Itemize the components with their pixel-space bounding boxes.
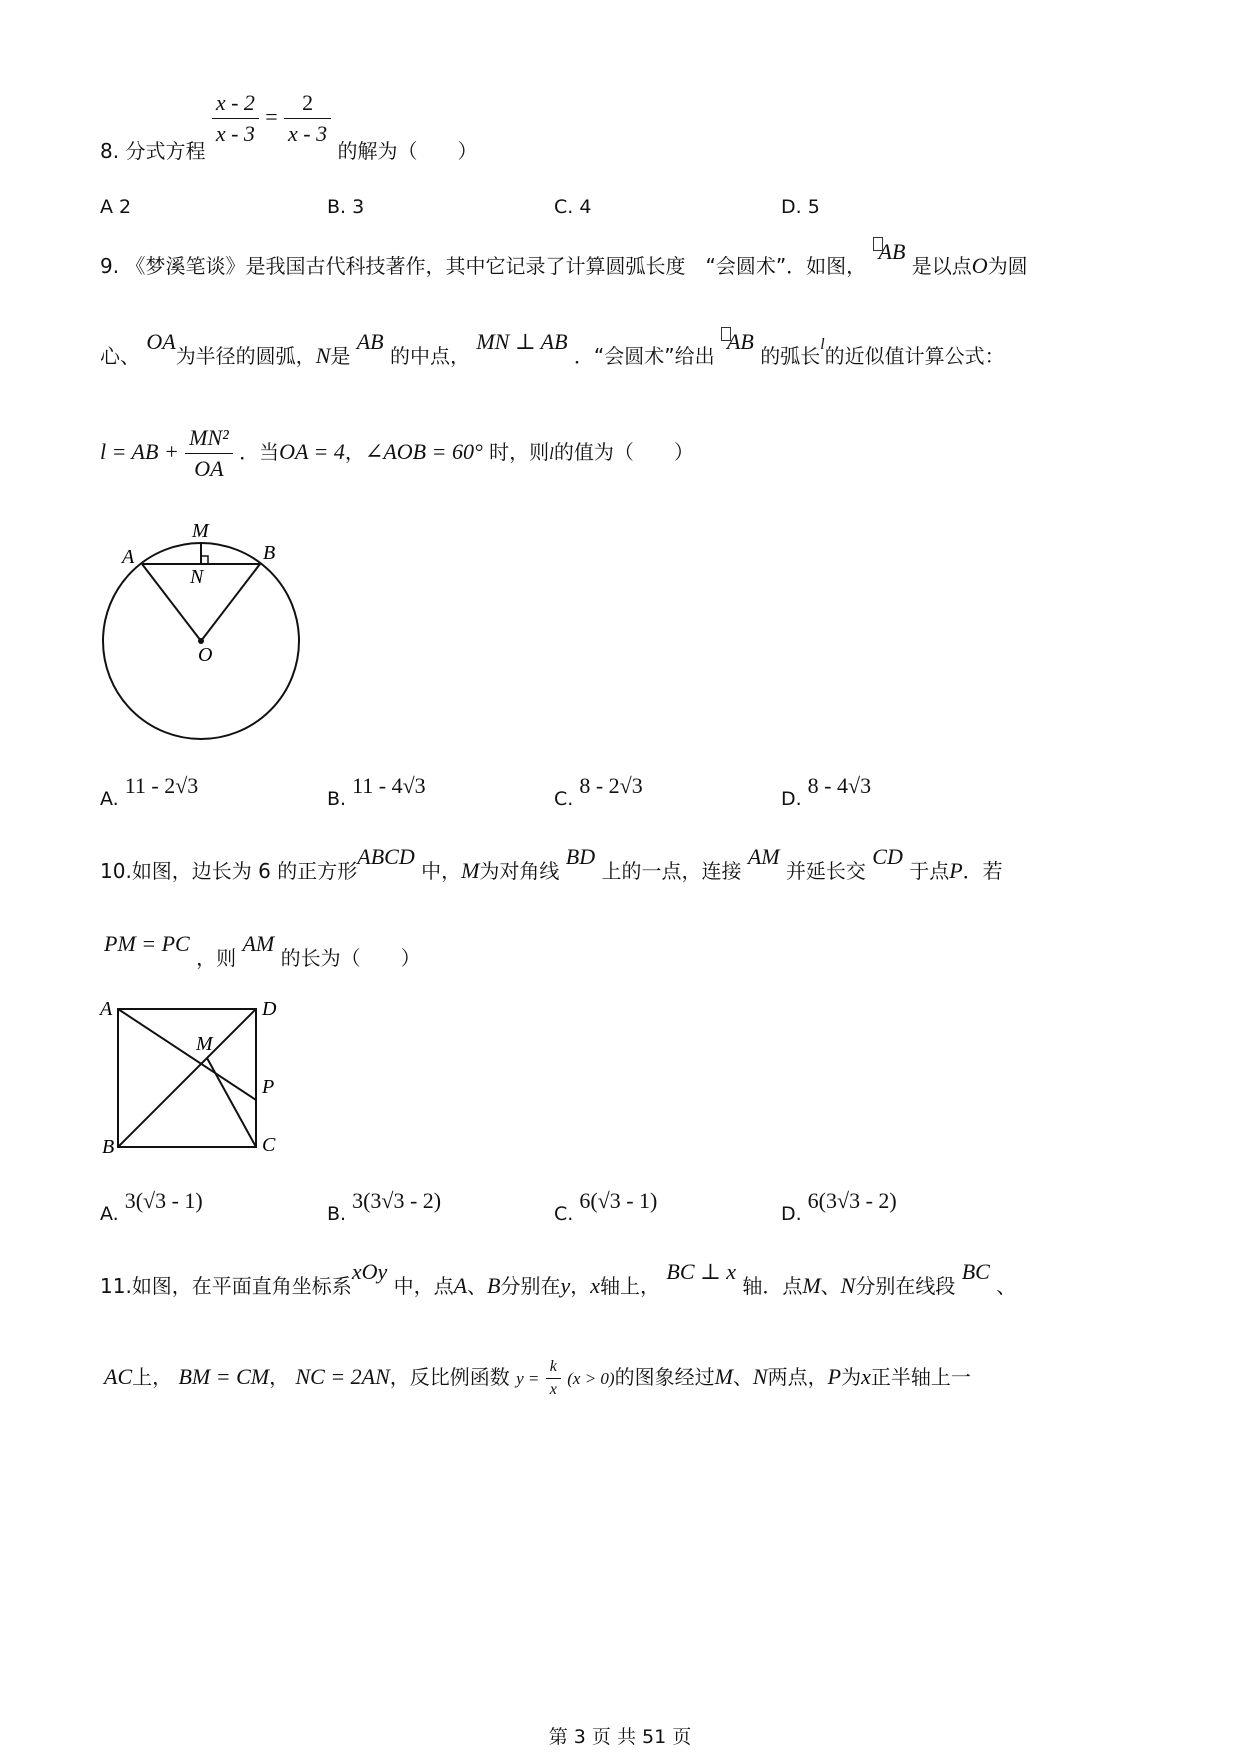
q9-angle: ∠AOB = 60° — [364, 439, 483, 464]
svg-text:M: M — [196, 1033, 213, 1055]
q9-formula-fraction: $\frac{\text{MN²}}{OA}$ — [185, 425, 233, 482]
q10-line1: 10.如图，边长为 6 的正方形ABCD 中，M为对角线 BD 上的一点，连接 AM 并延长交 CD 于点P．若 — [100, 844, 1003, 883]
q10-square-figure — [98, 995, 288, 1165]
svg-text:P: P — [262, 1076, 275, 1098]
q8-tail: 的解为（ ） — [337, 139, 478, 163]
q10-option-b[interactable]: B.3(3√3 - 2) — [327, 1188, 442, 1225]
q8-stem-text: 分式方程 — [125, 139, 206, 163]
svg-text:D: D — [262, 998, 277, 1020]
q11-func-fraction: $\frac{k}{x}$ — [546, 1358, 561, 1399]
q9-formula-line: l = AB + $\frac{\text{MN²}}{OA}$ ．当OA = 4，∠AOB = 60° 时，则l的值为（ ） — [100, 425, 694, 481]
q8-option-b[interactable]: B. 3 — [327, 196, 365, 218]
svg-text:M: M — [192, 520, 209, 542]
q8-rhs-fraction: $\frac{2}{x - 3}$ — [284, 90, 331, 147]
q9-line2: 心、 OA为半径的圆弧，N是 AB 的中点， MN ⊥ AB ．“会圆术”给出 AB 的弧长$^l$的近似值计算公式： — [100, 329, 1005, 368]
q8-lhs-fraction: $\frac{x - 2}{x - 3}$ — [212, 90, 259, 147]
q8-option-a[interactable]: A 2 — [100, 196, 132, 218]
q8-equals: = — [265, 104, 278, 129]
q10-line2: PM = PC ，则 AM 的长为（ ） — [104, 931, 421, 970]
svg-text:A: A — [100, 998, 113, 1020]
svg-text:B: B — [102, 1136, 115, 1158]
q10-pm-pc: PM = PC — [104, 931, 190, 956]
q9-option-d[interactable]: D.8 - 4√3 — [781, 773, 872, 810]
q11-number: 11. — [100, 1274, 132, 1298]
q9-option-a[interactable]: A.11 - 2√3 — [100, 773, 199, 810]
q10-option-a[interactable]: A.3(√3 - 1) — [100, 1188, 203, 1225]
q9-arc-ab: AB — [878, 239, 906, 264]
q9-formula-lhs: l = AB + — [100, 439, 179, 464]
q9-mn-perp-ab: MN ⊥ AB — [476, 329, 568, 354]
q9-number: 9. — [100, 254, 120, 278]
q9-option-c[interactable]: C.8 - 2√3 — [554, 773, 643, 810]
q11-line2: AC上， BM = CM， NC = 2AN，反比例函数 y = $\frac{k}{x}$ (x > 0)的图象经过M、N两点，P为x正半轴上一 — [104, 1358, 971, 1398]
q9-option-b[interactable]: B.11 - 4√3 — [327, 773, 426, 810]
q10-number: 10. — [100, 859, 132, 883]
q9-circle-figure — [100, 515, 310, 745]
q11-line1: 11.如图，在平面直角坐标系xOy 中，点A、B分别在y，x轴上， BC ⊥ x 轴．点M、N分别在线段 BC 、 — [100, 1259, 1017, 1298]
q9-line1-text: 《梦溪笔谈》是我国古代科技著作，其中它记录了计算圆弧长度 “会圆术”．如图， — [125, 254, 867, 278]
svg-text:C: C — [262, 1134, 276, 1156]
q8-option-c[interactable]: C. 4 — [554, 196, 592, 218]
svg-text:N: N — [190, 566, 204, 588]
svg-text:A: A — [122, 546, 135, 568]
svg-text:B: B — [263, 542, 276, 564]
q9-oa: OA — [146, 329, 176, 354]
q8-number: 8. — [100, 139, 120, 163]
page-footer: 第 3 页 共 51 页 — [548, 1726, 692, 1748]
q8-option-d[interactable]: D. 5 — [781, 196, 820, 218]
q10-option-c[interactable]: C.6(√3 - 1) — [554, 1188, 658, 1225]
q9-line1: 9. 《梦溪笔谈》是我国古代科技著作，其中它记录了计算圆弧长度 “会圆术”．如图， AB 是以点O为圆 — [100, 239, 1028, 278]
svg-text:O: O — [198, 644, 213, 666]
q10-option-d[interactable]: D.6(3√3 - 2) — [781, 1188, 897, 1225]
q8-stem — [100, 90, 478, 163]
